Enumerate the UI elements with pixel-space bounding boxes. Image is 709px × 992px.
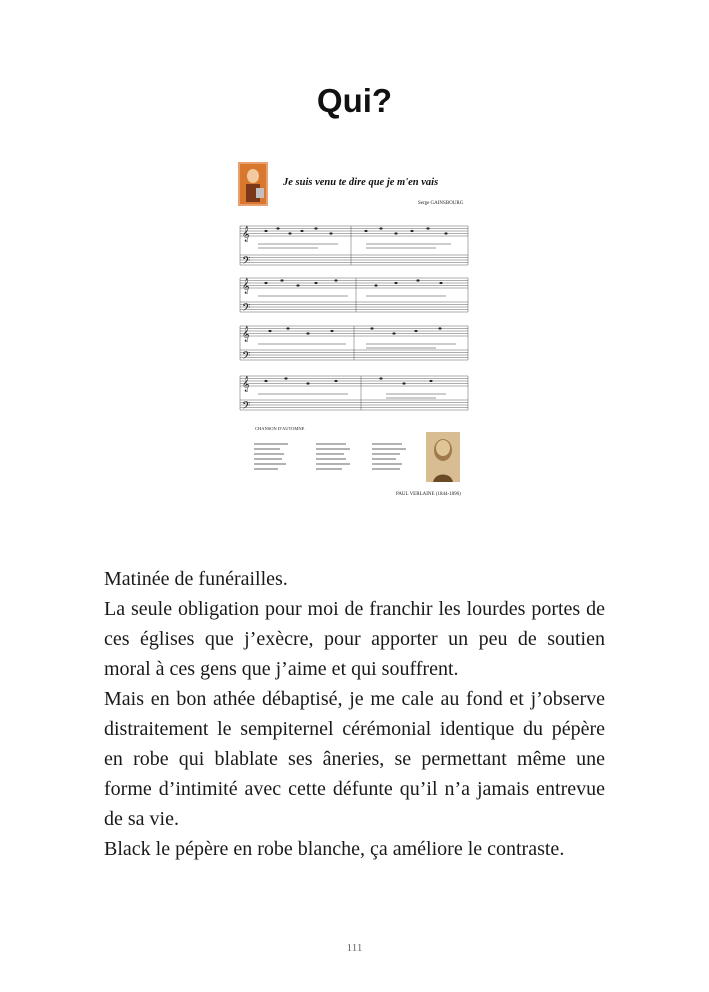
poem-title: CHANSON D'AUTOMNE — [255, 426, 305, 431]
paragraph: Black le pépère en robe blanche, ça améliore le contraste. — [104, 838, 565, 860]
svg-text:𝄞: 𝄞 — [242, 227, 250, 242]
paragraph: Mais en bon athée débaptisé, je me cale au fond et j’observe distraitement le sempiternel cérémonial identique du pépère en robe qui blablate ses âneries, se permettant même une forme d’intimité avec cette défunte qu’il n’a jamais entrevue de sa vie. — [104, 688, 605, 830]
poem-text — [254, 444, 406, 469]
paragraph: Matinée de funérailles. — [104, 568, 288, 590]
gainsbourg-photo — [238, 162, 268, 206]
svg-text:𝄢: 𝄢 — [242, 400, 251, 415]
svg-text:𝄞: 𝄞 — [242, 327, 250, 342]
sheet-music-figure — [236, 160, 470, 506]
svg-text:𝄢: 𝄢 — [242, 350, 251, 365]
svg-text:𝄢: 𝄢 — [242, 255, 251, 270]
paragraph: La seule obligation pour moi de franchir les lourdes portes de ces églises que j’exècre, pour apporter un peu de soutien moral à ces gens que j’aime et qui souffrent. — [104, 598, 605, 680]
page-number: 111 — [346, 942, 363, 954]
svg-text:𝄞: 𝄞 — [242, 279, 250, 294]
composer-name: Serge GAINSBOURG — [418, 201, 464, 206]
song-title: Je suis venu te dire que je m'en vais — [283, 177, 439, 188]
poet-name: PAUL VERLAINE (1844-1896) — [396, 492, 461, 497]
page-title: Qui? — [316, 82, 393, 119]
svg-text:𝄞: 𝄞 — [242, 377, 250, 392]
body-text — [104, 564, 605, 864]
svg-text:𝄢: 𝄢 — [242, 302, 251, 317]
verlaine-portrait — [426, 432, 460, 482]
staves — [240, 226, 468, 410]
